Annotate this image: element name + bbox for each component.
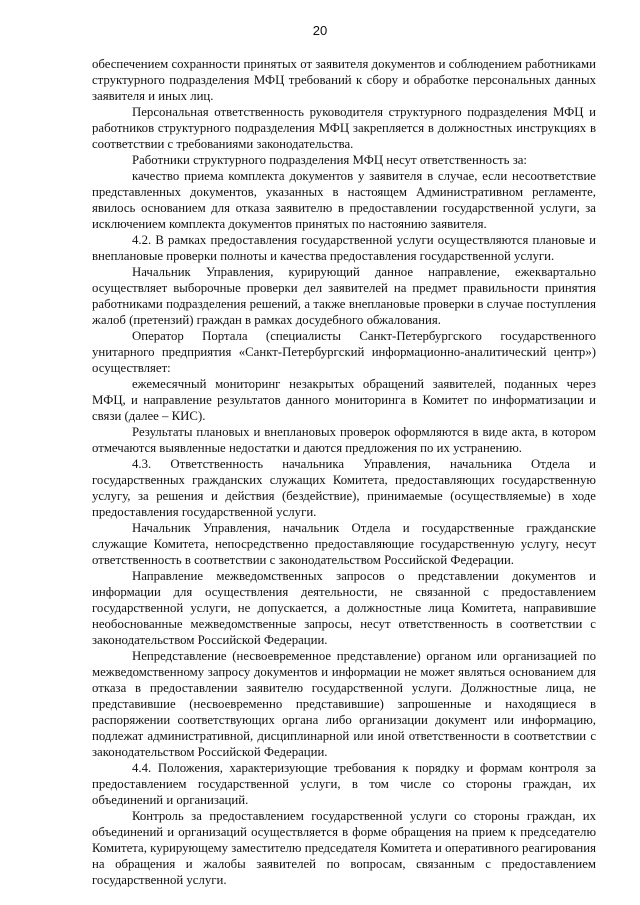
paragraph-continuation: обеспечением сохранности принятых от заявителя документов и соблюдением работниками структурного подразделения МФЦ требований к сбору и обработке персональных данных заявителя и иных лиц. [92, 57, 596, 103]
paragraph-interagency-requests: Направление межведомственных запросов о представлении документов и информации для осуществления деятельности, не связанной с предоставлением государственной услуги, не допускается, а должностные лица Комитета, направившие необоснованные межведомственные запросы, несут ответственность в соответствии с законодательством Российской Федерации. [92, 569, 596, 647]
paragraph-citizen-control: Контроль за предоставлением государственной услуги со стороны граждан, их объединений и организаций осуществляется в форме обращения на прием к председателю Комитета, курирующему заместителю председателя Комитета и оперативного реагирования на обращения и жалобы заявителей по вопросам, связанным с предоставлением государственной услуги. [92, 809, 596, 887]
document-body [92, 56, 596, 888]
paragraph-personal-responsibility: Персональная ответственность руководителя структурного подразделения МФЦ и работников структурного подразделения МФЦ закрепляется в должностных инструкциях в соответствии с требованиями законодательства. [92, 105, 596, 151]
paragraph-non-submission: Непредставление (несвоевременное представление) органом или организацией по межведомственному запросу документов и информации не может являться основанием для отказа в предоставлении заявителю государственной услуги. Должностные лица, не представившие (несвоевременно представившие) запрошенные и находящиеся в распоряжении соответствующих органа либо организации документ или информацию, подлежат административной, дисциплинарной или иной ответственности в соответствии с законодательством Российской Федерации. [92, 649, 596, 759]
paragraph-portal-operator: Оператор Портала (специалисты Санкт-Петербургского государственного унитарного предприятия «Санкт-Петербургский информационно-аналитический центр») осуществляет: [92, 329, 596, 375]
paragraph-check-results: Результаты плановых и внеплановых проверок оформляются в виде акта, в котором отмечаются выявленные недостатки и даются предложения по их устранению. [92, 425, 596, 455]
page-number: 20 [312, 23, 328, 38]
paragraph-reception-quality: качество приема комплекта документов у заявителя в случае, если несоответствие представленных документов, указанных в настоящем Административном регламенте, явилось основанием для отказа заявителю в предоставлении государственной услуги, за исключением комплекта документов принятых по настоянию заявителя. [92, 169, 596, 231]
paragraph-officials-responsibility: Начальник Управления, начальник Отдела и государственные гражданские служащие Комитета, непосредственно предоставляющие государственную услугу, несут ответственность в соответствии с законодательством Российской Федерации. [92, 521, 596, 567]
paragraph-section-4-4: 4.4. Положения, характеризующие требования к порядку и формам контроля за предоставлением государственной услуги, в том числе со стороны граждан, их объединений и организаций. [92, 761, 596, 807]
paragraph-section-4-3: 4.3. Ответственность начальника Управления, начальника Отдела и государственных гражданских служащих Комитета, предоставляющих государственную услугу, за решения и действия (бездействие), принимаемые (осуществляемые) в ходе предоставления государственной услуги. [92, 457, 596, 519]
paragraph-monthly-monitoring: ежемесячный мониторинг незакрытых обращений заявителей, поданных через МФЦ, и направление результатов данного мониторинга в Комитет по информатизации и связи (далее – КИС). [92, 377, 596, 423]
paragraph-head-of-department-checks: Начальник Управления, курирующий данное направление, ежеквартально осуществляет выборочные проверки дел заявителей на предмет правильности принятия работниками подразделения решений, а также внеплановые проверки в случае поступления жалоб (претензий) граждан в рамках досудебного обжалования. [92, 265, 596, 327]
paragraph-mfc-workers-responsible: Работники структурного подразделения МФЦ несут ответственность за: [132, 153, 527, 167]
paragraph-section-4-2: 4.2. В рамках предоставления государственной услуги осуществляются плановые и внеплановые проверки полноты и качества предоставления государственной услуги. [92, 233, 596, 263]
